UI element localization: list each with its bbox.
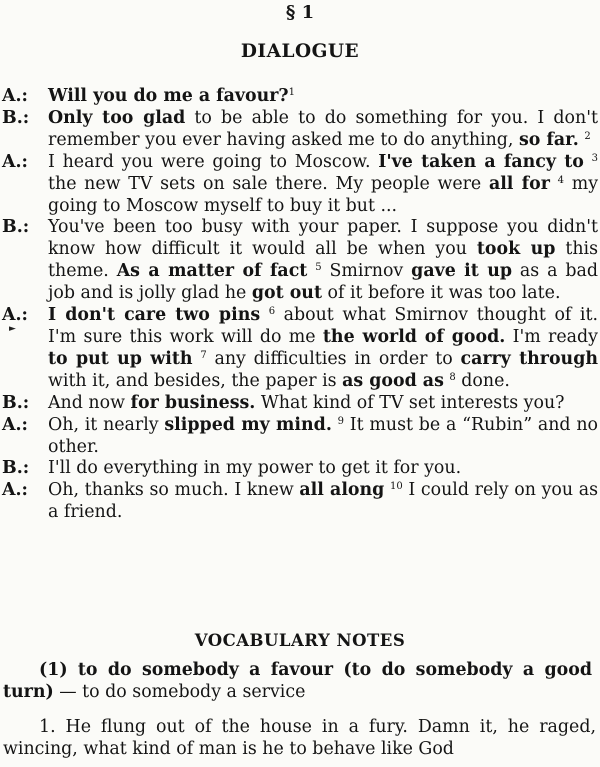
note-ref: 4 bbox=[557, 174, 564, 186]
turn-text bbox=[48, 305, 598, 393]
text-run: You've been too busy with your paper. I suppose you didn't know how difficult it would all be when you bbox=[48, 217, 598, 260]
text-run: Oh, thanks so much. I knew bbox=[48, 480, 300, 501]
text-run: done. bbox=[455, 370, 510, 391]
key-phrase: took up bbox=[476, 239, 556, 260]
text-run: as a bad job and is jolly glad he bbox=[48, 261, 598, 304]
turn-text bbox=[48, 393, 598, 415]
key-phrase: Will you do me a favour? bbox=[48, 86, 289, 106]
note-ref: 3 bbox=[591, 152, 598, 164]
speaker-label: A.: bbox=[2, 480, 28, 501]
speaker-label: A.: bbox=[2, 86, 28, 106]
turn-text bbox=[48, 415, 598, 459]
turn-text bbox=[48, 86, 598, 108]
key-phrase: I don't care two pins bbox=[48, 305, 261, 326]
note-ref: 5 bbox=[315, 262, 322, 274]
text-run bbox=[550, 174, 558, 194]
speaker-label: A.: bbox=[2, 305, 28, 326]
dialogue-turn bbox=[0, 305, 598, 393]
text-run: the new TV sets on sale there. My people were bbox=[48, 173, 489, 194]
turn-text bbox=[48, 480, 598, 524]
turn-text bbox=[48, 108, 598, 152]
text-run bbox=[584, 152, 592, 172]
speaker-label: B.: bbox=[2, 107, 30, 128]
vocabulary-heading: VOCABULARY NOTES bbox=[194, 631, 406, 650]
key-phrase: carry through bbox=[460, 348, 598, 369]
dialogue-turn bbox=[0, 393, 598, 415]
note-text bbox=[0, 659, 592, 703]
dialogue bbox=[0, 86, 598, 524]
text-run: about what Smirnov thought of it. I'm sure this work will do me bbox=[48, 305, 598, 347]
key-phrase: as good as bbox=[342, 370, 444, 391]
key-phrase: all along bbox=[299, 480, 385, 501]
note-ref: 9 bbox=[337, 415, 345, 427]
example-text: 1. He flung out of the house in a fury. Damn it, he raged, wincing, what kind of man is he to behave like God bbox=[3, 717, 596, 759]
key-phrase: As a matter of fact bbox=[116, 261, 308, 282]
speaker-label: B.: bbox=[2, 458, 30, 479]
section-number: § 1 bbox=[285, 2, 315, 23]
note-ref: 8 bbox=[449, 371, 456, 383]
text-run: any difficulties in order to bbox=[206, 348, 461, 369]
dialogue-turn bbox=[0, 480, 598, 524]
speaker-label: B.: bbox=[2, 217, 30, 238]
speaker-label: B.: bbox=[2, 392, 30, 413]
text-run: my going to Moscow myself to buy it but ... bbox=[48, 173, 599, 216]
text-run: of it before it was too late. bbox=[321, 283, 561, 304]
dialogue-turn bbox=[0, 217, 598, 305]
key-phrase: all for bbox=[488, 173, 550, 194]
text-run bbox=[260, 305, 269, 325]
note-ref: 2 bbox=[584, 130, 591, 142]
note-term: (1) to do somebody a favour (to do somebody a good turn) bbox=[3, 660, 592, 702]
turn-text bbox=[48, 152, 598, 218]
text-run: Smirnov bbox=[321, 261, 412, 282]
dialogue-turn bbox=[0, 152, 598, 218]
text-run: What kind of TV set interests you? bbox=[255, 392, 565, 413]
text-run: to be able to do something for you. I don't remember you ever having asked me to do anything, bbox=[48, 107, 598, 150]
dialogue-turn bbox=[0, 415, 598, 459]
text-run: I'll do everything in my power to get it for you. bbox=[48, 458, 462, 479]
key-phrase: gave it up bbox=[411, 261, 513, 282]
text-run: And now bbox=[48, 392, 131, 413]
dialogue-heading: DIALOGUE bbox=[240, 41, 360, 62]
note-ref: 6 bbox=[268, 306, 276, 318]
key-phrase: I've taken a fancy to bbox=[378, 151, 584, 172]
key-phrase: Only too glad bbox=[48, 107, 186, 128]
text-run: It must be a “Rubin” and no other. bbox=[48, 414, 598, 457]
turn-text bbox=[48, 458, 598, 480]
example-sentence bbox=[0, 716, 596, 760]
dialogue-turn bbox=[0, 108, 598, 152]
key-phrase: the world of good. bbox=[322, 326, 506, 347]
text-run: I'm ready bbox=[505, 326, 598, 347]
margin-mark-icon: ► bbox=[9, 324, 16, 334]
key-phrase: slipped my mind. bbox=[164, 414, 332, 435]
key-phrase: so far. bbox=[518, 129, 579, 150]
speaker-label: A.: bbox=[2, 414, 28, 435]
dialogue-turn bbox=[0, 86, 598, 108]
vocabulary-note bbox=[0, 659, 592, 703]
key-phrase: to put up with bbox=[48, 348, 193, 369]
note-ref: 7 bbox=[200, 349, 207, 361]
note-ref: 10 bbox=[390, 481, 403, 493]
key-phrase: for business. bbox=[130, 392, 256, 413]
speaker-label: A.: bbox=[2, 151, 28, 172]
key-phrase: got out bbox=[251, 283, 322, 304]
dialogue-turn bbox=[0, 458, 598, 480]
text-run: with it, and besides, the paper is bbox=[48, 370, 343, 391]
note-definition: — to do somebody a service bbox=[53, 682, 306, 702]
text-run: I heard you were going to Moscow. bbox=[48, 151, 379, 172]
text-run: Oh, it nearly bbox=[48, 414, 165, 435]
turn-text bbox=[48, 217, 598, 305]
text-run: I could rely on you as a friend. bbox=[48, 480, 599, 523]
note-ref: 1 bbox=[288, 87, 295, 98]
text-run: this theme. bbox=[48, 239, 599, 282]
